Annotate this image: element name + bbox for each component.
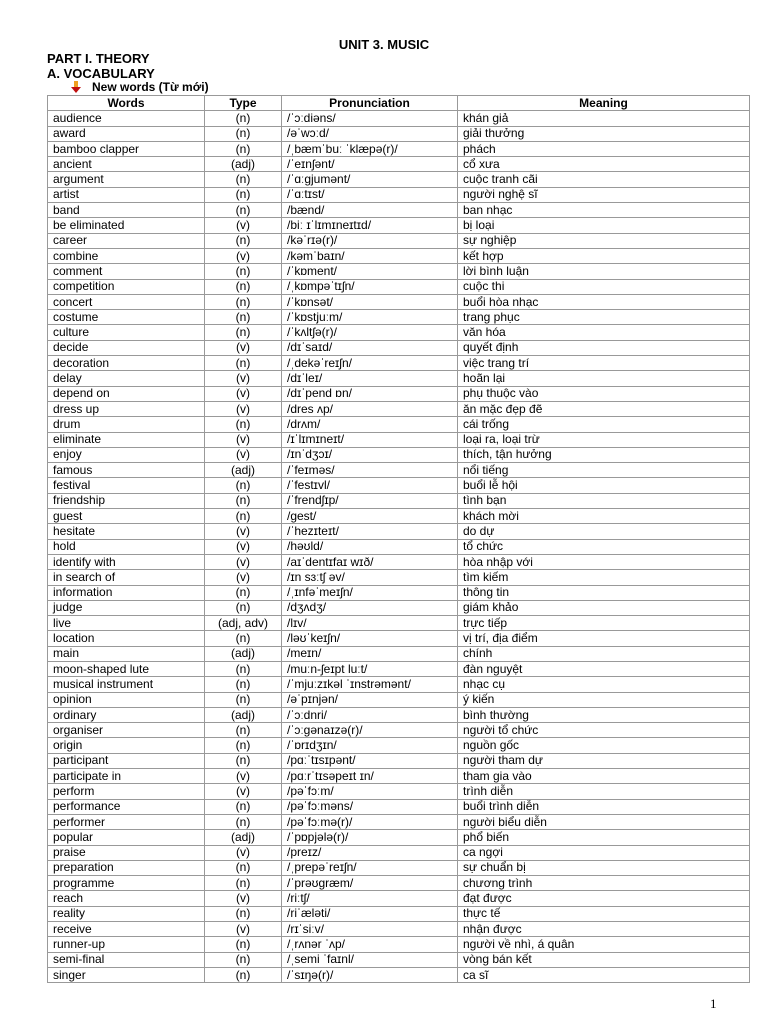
meaning-cell: người biểu diễn bbox=[458, 814, 750, 829]
word-cell: culture bbox=[48, 325, 205, 340]
pronunciation-cell: /ˈmjuːzɪkəl ˈɪnstrəmənt/ bbox=[282, 677, 458, 692]
type-cell: (v) bbox=[205, 769, 282, 784]
table-row bbox=[48, 233, 750, 248]
word-cell: concert bbox=[48, 294, 205, 309]
type-cell: (v) bbox=[205, 340, 282, 355]
meaning-cell: cuộc thi bbox=[458, 279, 750, 294]
meaning-cell: trình diễn bbox=[458, 784, 750, 799]
type-cell: (adj) bbox=[205, 646, 282, 661]
meaning-cell: ban nhạc bbox=[458, 203, 750, 218]
pronunciation-cell: /bænd/ bbox=[282, 203, 458, 218]
table-row bbox=[48, 417, 750, 432]
table-row bbox=[48, 860, 750, 875]
pronunciation-cell: /dʒʌdʒ/ bbox=[282, 600, 458, 615]
type-cell: (v) bbox=[205, 922, 282, 937]
word-cell: guest bbox=[48, 509, 205, 524]
type-cell: (adj) bbox=[205, 830, 282, 845]
table-row bbox=[48, 769, 750, 784]
meaning-cell: người tham dự bbox=[458, 753, 750, 768]
meaning-cell: ý kiến bbox=[458, 692, 750, 707]
part-heading: PART I. THEORY bbox=[47, 51, 150, 66]
type-cell: (v) bbox=[205, 386, 282, 401]
table-row bbox=[48, 814, 750, 829]
type-cell: (v) bbox=[205, 248, 282, 263]
type-cell: (n) bbox=[205, 417, 282, 432]
type-cell: (adj) bbox=[205, 463, 282, 478]
pronunciation-cell: /ˌbæmˈbuː ˈklæpə(r)/ bbox=[282, 141, 458, 156]
vocabulary-table bbox=[47, 95, 750, 983]
meaning-cell: phụ thuộc vào bbox=[458, 386, 750, 401]
type-cell: (adj, adv) bbox=[205, 616, 282, 631]
word-cell: popular bbox=[48, 830, 205, 845]
meaning-cell: phổ biến bbox=[458, 830, 750, 845]
word-cell: programme bbox=[48, 876, 205, 891]
pronunciation-cell: /riˈæləti/ bbox=[282, 906, 458, 921]
word-cell: bamboo clapper bbox=[48, 141, 205, 156]
pronunciation-cell: /ˈsɪŋə(r)/ bbox=[282, 967, 458, 982]
pronunciation-cell: /kəˈrɪə(r)/ bbox=[282, 233, 458, 248]
word-cell: perform bbox=[48, 784, 205, 799]
type-cell: (n) bbox=[205, 723, 282, 738]
pronunciation-cell: /pəˈfɔːməns/ bbox=[282, 799, 458, 814]
type-cell: (v) bbox=[205, 401, 282, 416]
table-row bbox=[48, 799, 750, 814]
table-row bbox=[48, 294, 750, 309]
table-row bbox=[48, 463, 750, 478]
word-cell: participate in bbox=[48, 769, 205, 784]
word-cell: moon-shaped lute bbox=[48, 661, 205, 676]
pronunciation-cell: /dɪˈsaɪd/ bbox=[282, 340, 458, 355]
pronunciation-cell: /ˈkɒment/ bbox=[282, 264, 458, 279]
type-cell: (v) bbox=[205, 447, 282, 462]
meaning-cell: buổi lễ hội bbox=[458, 478, 750, 493]
pronunciation-cell: /gest/ bbox=[282, 509, 458, 524]
type-cell: (adj) bbox=[205, 157, 282, 172]
pronunciation-cell: /dres ʌp/ bbox=[282, 401, 458, 416]
type-cell: (n) bbox=[205, 264, 282, 279]
meaning-cell: người nghệ sĩ bbox=[458, 187, 750, 202]
pronunciation-cell: /ɪnˈdʒɔɪ/ bbox=[282, 447, 458, 462]
table-row bbox=[48, 172, 750, 187]
pronunciation-cell: /ˈfeɪməs/ bbox=[282, 463, 458, 478]
meaning-cell: thích, tận hưởng bbox=[458, 447, 750, 462]
pronunciation-cell: /ˈɔːgənaɪzə(r)/ bbox=[282, 723, 458, 738]
table-row bbox=[48, 478, 750, 493]
type-cell: (v) bbox=[205, 891, 282, 906]
type-cell: (v) bbox=[205, 539, 282, 554]
header-type: Type bbox=[205, 96, 282, 111]
meaning-cell: do dự bbox=[458, 524, 750, 539]
word-cell: eliminate bbox=[48, 432, 205, 447]
table-row bbox=[48, 784, 750, 799]
pronunciation-cell: /ɪˈlɪmɪneɪt/ bbox=[282, 432, 458, 447]
meaning-cell: ăn mặc đẹp đẽ bbox=[458, 401, 750, 416]
meaning-cell: buổi trình diễn bbox=[458, 799, 750, 814]
pronunciation-cell: /dɪˈleɪ/ bbox=[282, 371, 458, 386]
word-cell: competition bbox=[48, 279, 205, 294]
pronunciation-cell: /aɪˈdentɪfaɪ wɪð/ bbox=[282, 554, 458, 569]
table-row bbox=[48, 157, 750, 172]
table-row bbox=[48, 432, 750, 447]
meaning-cell: nổi tiếng bbox=[458, 463, 750, 478]
table-row bbox=[48, 401, 750, 416]
word-cell: organiser bbox=[48, 723, 205, 738]
word-cell: festival bbox=[48, 478, 205, 493]
meaning-cell: văn hóa bbox=[458, 325, 750, 340]
table-row bbox=[48, 830, 750, 845]
meaning-cell: việc trang trí bbox=[458, 356, 750, 371]
meaning-cell: thông tin bbox=[458, 585, 750, 600]
type-cell: (n) bbox=[205, 279, 282, 294]
meaning-cell: nhạc cụ bbox=[458, 677, 750, 692]
pronunciation-cell: /ˈkɒstjuːm/ bbox=[282, 310, 458, 325]
word-cell: ancient bbox=[48, 157, 205, 172]
pronunciation-cell: /ˌɪnfəˈmeɪʃn/ bbox=[282, 585, 458, 600]
table-row bbox=[48, 661, 750, 676]
pronunciation-cell: /ˈhezɪteɪt/ bbox=[282, 524, 458, 539]
word-cell: origin bbox=[48, 738, 205, 753]
pronunciation-cell: /ˌprepəˈreɪʃn/ bbox=[282, 860, 458, 875]
table-row bbox=[48, 967, 750, 982]
word-cell: reach bbox=[48, 891, 205, 906]
meaning-cell: nguồn gốc bbox=[458, 738, 750, 753]
table-row bbox=[48, 616, 750, 631]
table-row bbox=[48, 203, 750, 218]
meaning-cell: buổi hòa nhạc bbox=[458, 294, 750, 309]
pronunciation-cell: /ˈɑːgjumənt/ bbox=[282, 172, 458, 187]
pronunciation-cell: /ˈɑːtɪst/ bbox=[282, 187, 458, 202]
table-row bbox=[48, 264, 750, 279]
table-row bbox=[48, 447, 750, 462]
pronunciation-cell: /ɪn sɜːtʃ əv/ bbox=[282, 570, 458, 585]
word-cell: participant bbox=[48, 753, 205, 768]
type-cell: (n) bbox=[205, 509, 282, 524]
type-cell: (n) bbox=[205, 967, 282, 982]
word-cell: preparation bbox=[48, 860, 205, 875]
pronunciation-cell: /ˌsemi ˈfaɪnl/ bbox=[282, 952, 458, 967]
pronunciation-cell: /ləʊˈkeɪʃn/ bbox=[282, 631, 458, 646]
word-cell: performer bbox=[48, 814, 205, 829]
word-cell: ordinary bbox=[48, 707, 205, 722]
word-cell: audience bbox=[48, 111, 205, 126]
table-row bbox=[48, 677, 750, 692]
table-row bbox=[48, 922, 750, 937]
type-cell: (v) bbox=[205, 524, 282, 539]
meaning-cell: giải thưởng bbox=[458, 126, 750, 141]
word-cell: information bbox=[48, 585, 205, 600]
page-title: UNIT 3. MUSIC bbox=[338, 37, 430, 52]
type-cell: (n) bbox=[205, 631, 282, 646]
pronunciation-cell: /kəmˈbaɪn/ bbox=[282, 248, 458, 263]
word-cell: runner-up bbox=[48, 937, 205, 952]
arrow-down-bullet-icon bbox=[70, 81, 82, 93]
table-row bbox=[48, 340, 750, 355]
table-row bbox=[48, 493, 750, 508]
meaning-cell: thực tế bbox=[458, 906, 750, 921]
table-row bbox=[48, 141, 750, 156]
pronunciation-cell: /pɑːˈtɪsɪpənt/ bbox=[282, 753, 458, 768]
table-row bbox=[48, 539, 750, 554]
word-cell: famous bbox=[48, 463, 205, 478]
type-cell: (n) bbox=[205, 677, 282, 692]
pronunciation-cell: /ˈɔːdiəns/ bbox=[282, 111, 458, 126]
meaning-cell: sự nghiệp bbox=[458, 233, 750, 248]
pronunciation-cell: /muːn-ʃeɪpt luːt/ bbox=[282, 661, 458, 676]
meaning-cell: cuộc tranh cãi bbox=[458, 172, 750, 187]
table-row bbox=[48, 646, 750, 661]
table-row bbox=[48, 248, 750, 263]
table-row bbox=[48, 845, 750, 860]
type-cell: (v) bbox=[205, 218, 282, 233]
header-pronunciation: Pronunciation bbox=[282, 96, 458, 111]
word-cell: career bbox=[48, 233, 205, 248]
word-cell: praise bbox=[48, 845, 205, 860]
type-cell: (n) bbox=[205, 814, 282, 829]
meaning-cell: kết hợp bbox=[458, 248, 750, 263]
word-cell: main bbox=[48, 646, 205, 661]
word-cell: performance bbox=[48, 799, 205, 814]
word-cell: band bbox=[48, 203, 205, 218]
table-row bbox=[48, 707, 750, 722]
pronunciation-cell: /ˈfrendʃɪp/ bbox=[282, 493, 458, 508]
word-cell: delay bbox=[48, 371, 205, 386]
meaning-cell: trực tiếp bbox=[458, 616, 750, 631]
table-row bbox=[48, 891, 750, 906]
pronunciation-cell: /ˈeɪnʃənt/ bbox=[282, 157, 458, 172]
word-cell: comment bbox=[48, 264, 205, 279]
table-row bbox=[48, 952, 750, 967]
table-row bbox=[48, 386, 750, 401]
pronunciation-cell: /ˈɔːdnri/ bbox=[282, 707, 458, 722]
type-cell: (v) bbox=[205, 554, 282, 569]
type-cell: (n) bbox=[205, 111, 282, 126]
word-cell: in search of bbox=[48, 570, 205, 585]
meaning-cell: trang phục bbox=[458, 310, 750, 325]
pronunciation-cell: /ˈkʌltʃə(r)/ bbox=[282, 325, 458, 340]
meaning-cell: vòng bán kết bbox=[458, 952, 750, 967]
word-cell: be eliminated bbox=[48, 218, 205, 233]
meaning-cell: tìm kiếm bbox=[458, 570, 750, 585]
table-row bbox=[48, 310, 750, 325]
meaning-cell: khán giả bbox=[458, 111, 750, 126]
word-cell: costume bbox=[48, 310, 205, 325]
word-cell: judge bbox=[48, 600, 205, 615]
table-row bbox=[48, 570, 750, 585]
header-meaning: Meaning bbox=[458, 96, 750, 111]
table-row bbox=[48, 937, 750, 952]
table-row bbox=[48, 509, 750, 524]
table-row bbox=[48, 187, 750, 202]
meaning-cell: vị trí, địa điểm bbox=[458, 631, 750, 646]
pronunciation-cell: /preɪz/ bbox=[282, 845, 458, 860]
pronunciation-cell: /pəˈfɔːm/ bbox=[282, 784, 458, 799]
meaning-cell: bình thường bbox=[458, 707, 750, 722]
type-cell: (n) bbox=[205, 294, 282, 309]
type-cell: (n) bbox=[205, 187, 282, 202]
table-row bbox=[48, 738, 750, 753]
pronunciation-cell: /pɑːrˈtɪsəpeɪt ɪn/ bbox=[282, 769, 458, 784]
meaning-cell: hoãn lại bbox=[458, 371, 750, 386]
pronunciation-cell: /pəˈfɔːmə(r)/ bbox=[282, 814, 458, 829]
meaning-cell: loại ra, loại trừ bbox=[458, 432, 750, 447]
section-heading: A. VOCABULARY bbox=[47, 66, 155, 81]
subsection-heading bbox=[70, 80, 209, 94]
pronunciation-cell: /ˈfestɪvl/ bbox=[282, 478, 458, 493]
word-cell: identify with bbox=[48, 554, 205, 569]
meaning-cell: người về nhì, á quân bbox=[458, 937, 750, 952]
meaning-cell: tổ chức bbox=[458, 539, 750, 554]
pronunciation-cell: /ˌrʌnər ˈʌp/ bbox=[282, 937, 458, 952]
word-cell: drum bbox=[48, 417, 205, 432]
type-cell: (n) bbox=[205, 203, 282, 218]
pronunciation-cell: /riːtʃ/ bbox=[282, 891, 458, 906]
table-row bbox=[48, 356, 750, 371]
type-cell: (n) bbox=[205, 493, 282, 508]
pronunciation-cell: /biː ɪˈlɪmɪneɪtɪd/ bbox=[282, 218, 458, 233]
table-row bbox=[48, 111, 750, 126]
table-row bbox=[48, 876, 750, 891]
meaning-cell: bị loại bbox=[458, 218, 750, 233]
pronunciation-cell: /rɪˈsiːv/ bbox=[282, 922, 458, 937]
word-cell: enjoy bbox=[48, 447, 205, 462]
pronunciation-cell: /dɪˈpend ɒn/ bbox=[282, 386, 458, 401]
type-cell: (n) bbox=[205, 876, 282, 891]
meaning-cell: khách mời bbox=[458, 509, 750, 524]
type-cell: (n) bbox=[205, 325, 282, 340]
type-cell: (n) bbox=[205, 692, 282, 707]
type-cell: (n) bbox=[205, 860, 282, 875]
word-cell: live bbox=[48, 616, 205, 631]
pronunciation-cell: /həʊld/ bbox=[282, 539, 458, 554]
pronunciation-cell: /ˈprəʊgræm/ bbox=[282, 876, 458, 891]
word-cell: reality bbox=[48, 906, 205, 921]
meaning-cell: sự chuẩn bị bbox=[458, 860, 750, 875]
table-row bbox=[48, 723, 750, 738]
word-cell: award bbox=[48, 126, 205, 141]
word-cell: semi-final bbox=[48, 952, 205, 967]
pronunciation-cell: /ˈpɒpjələ(r)/ bbox=[282, 830, 458, 845]
type-cell: (n) bbox=[205, 478, 282, 493]
meaning-cell: chính bbox=[458, 646, 750, 661]
pronunciation-cell: /ˈɒrɪdʒɪn/ bbox=[282, 738, 458, 753]
meaning-cell: hòa nhập với bbox=[458, 554, 750, 569]
word-cell: opinion bbox=[48, 692, 205, 707]
meaning-cell: đàn nguyệt bbox=[458, 661, 750, 676]
word-cell: depend on bbox=[48, 386, 205, 401]
pronunciation-cell: /əˈwɔːd/ bbox=[282, 126, 458, 141]
meaning-cell: giám khảo bbox=[458, 600, 750, 615]
type-cell: (n) bbox=[205, 233, 282, 248]
pronunciation-cell: /ˌdekəˈreɪʃn/ bbox=[282, 356, 458, 371]
meaning-cell: chương trình bbox=[458, 876, 750, 891]
meaning-cell: cái trống bbox=[458, 417, 750, 432]
table-row bbox=[48, 371, 750, 386]
table-row bbox=[48, 753, 750, 768]
type-cell: (v) bbox=[205, 570, 282, 585]
subsection-label: New words (Từ mới) bbox=[92, 80, 209, 94]
meaning-cell: người tổ chức bbox=[458, 723, 750, 738]
meaning-cell: tham gia vào bbox=[458, 769, 750, 784]
word-cell: singer bbox=[48, 967, 205, 982]
type-cell: (n) bbox=[205, 141, 282, 156]
type-cell: (v) bbox=[205, 845, 282, 860]
pronunciation-cell: /meɪn/ bbox=[282, 646, 458, 661]
type-cell: (n) bbox=[205, 356, 282, 371]
pronunciation-cell: /ˈkɒnsət/ bbox=[282, 294, 458, 309]
word-cell: receive bbox=[48, 922, 205, 937]
table-row bbox=[48, 325, 750, 340]
meaning-cell: ca sĩ bbox=[458, 967, 750, 982]
word-cell: decide bbox=[48, 340, 205, 355]
word-cell: hold bbox=[48, 539, 205, 554]
table-row bbox=[48, 906, 750, 921]
table-row bbox=[48, 600, 750, 615]
type-cell: (n) bbox=[205, 585, 282, 600]
type-cell: (v) bbox=[205, 371, 282, 386]
type-cell: (n) bbox=[205, 661, 282, 676]
type-cell: (n) bbox=[205, 952, 282, 967]
table-header-row bbox=[48, 96, 750, 111]
meaning-cell: tình bạn bbox=[458, 493, 750, 508]
meaning-cell: quyết định bbox=[458, 340, 750, 355]
table-row bbox=[48, 279, 750, 294]
type-cell: (n) bbox=[205, 753, 282, 768]
type-cell: (n) bbox=[205, 172, 282, 187]
type-cell: (n) bbox=[205, 799, 282, 814]
type-cell: (n) bbox=[205, 126, 282, 141]
pronunciation-cell: /drʌm/ bbox=[282, 417, 458, 432]
meaning-cell: ca ngợi bbox=[458, 845, 750, 860]
meaning-cell: phách bbox=[458, 141, 750, 156]
table-row bbox=[48, 218, 750, 233]
type-cell: (n) bbox=[205, 738, 282, 753]
type-cell: (n) bbox=[205, 600, 282, 615]
page-number: 1 bbox=[710, 996, 717, 1011]
word-cell: friendship bbox=[48, 493, 205, 508]
type-cell: (n) bbox=[205, 937, 282, 952]
word-cell: location bbox=[48, 631, 205, 646]
pronunciation-cell: /əˈpɪnjən/ bbox=[282, 692, 458, 707]
meaning-cell: cổ xưa bbox=[458, 157, 750, 172]
table-row bbox=[48, 524, 750, 539]
type-cell: (adj) bbox=[205, 707, 282, 722]
type-cell: (n) bbox=[205, 310, 282, 325]
table-row bbox=[48, 585, 750, 600]
type-cell: (n) bbox=[205, 906, 282, 921]
meaning-cell: nhận được bbox=[458, 922, 750, 937]
word-cell: decoration bbox=[48, 356, 205, 371]
word-cell: hesitate bbox=[48, 524, 205, 539]
table-row bbox=[48, 126, 750, 141]
header-words: Words bbox=[48, 96, 205, 111]
word-cell: musical instrument bbox=[48, 677, 205, 692]
table-row bbox=[48, 554, 750, 569]
type-cell: (v) bbox=[205, 784, 282, 799]
meaning-cell: lời bình luận bbox=[458, 264, 750, 279]
table-row bbox=[48, 692, 750, 707]
meaning-cell: đạt được bbox=[458, 891, 750, 906]
table-row bbox=[48, 631, 750, 646]
word-cell: combine bbox=[48, 248, 205, 263]
type-cell: (v) bbox=[205, 432, 282, 447]
word-cell: dress up bbox=[48, 401, 205, 416]
pronunciation-cell: /lɪv/ bbox=[282, 616, 458, 631]
word-cell: argument bbox=[48, 172, 205, 187]
word-cell: artist bbox=[48, 187, 205, 202]
pronunciation-cell: /ˌkɒmpəˈtɪʃn/ bbox=[282, 279, 458, 294]
